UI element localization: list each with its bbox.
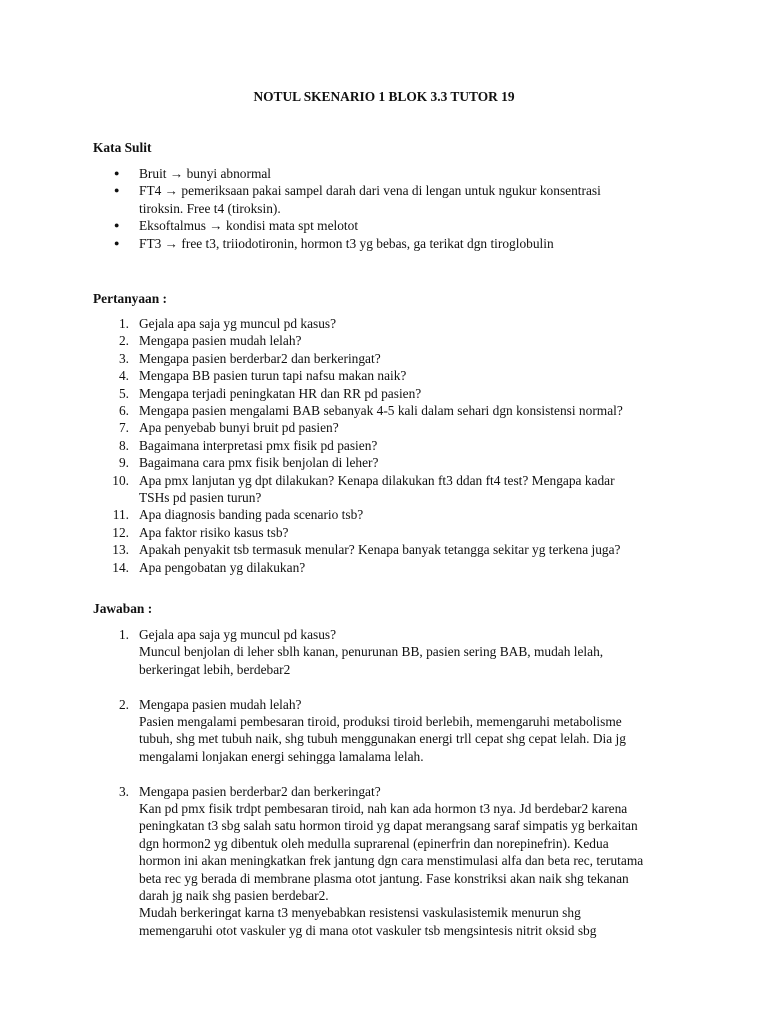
item-number: 4. [118, 368, 129, 384]
pertanyaan-item [93, 541, 693, 558]
item-number: 12. [112, 524, 129, 540]
pertanyaan-text: Apa pengobatan yg dilakukan? [139, 559, 306, 575]
kata-sulit-item [93, 182, 693, 217]
jawaban-item [93, 626, 693, 678]
item-number: 3. [118, 350, 129, 366]
item-number: 2. [118, 333, 129, 349]
kata-sulit-item [93, 235, 693, 252]
kata-sulit-list [93, 165, 693, 252]
kata-sulit-text: Eksoftalmus → kondisi mata spt melotot [139, 218, 359, 234]
jawaban-list [93, 626, 693, 957]
jawaban-answer-text: berkeringat lebih, berdebar2 [139, 661, 291, 677]
jawaban-answer-text: darah jg naik shg pasien berdebar2. [139, 888, 329, 904]
jawaban-answer-text: tubuh, shg met tubuh naik, shg tubuh menggunakan energi trll cepat shg cepat lelah. Dia jg [139, 731, 626, 747]
pertanyaan-item [93, 385, 693, 402]
jawaban-answer-text: beta rec yg berada di membrane plasma otot jantung. Fase konstriksi akan naik shg tekanan [139, 870, 629, 886]
item-number: 6. [118, 403, 129, 419]
bullet-icon: ● [114, 185, 120, 196]
pertanyaan-list [93, 315, 693, 576]
item-number: 9. [118, 455, 129, 471]
jawaban-question: Mengapa pasien berderbar2 dan berkeringat? [139, 783, 381, 799]
jawaban-answer-text: hormon ini akan meningkatkan frek jantung dgn cara menstimulasi alfa dan beta rec, terutama [139, 853, 644, 869]
pertanyaan-item [93, 419, 693, 436]
jawaban-answer-text: Muncul benjolan di leher sblh kanan, penurunan BB, pasien sering BAB, mudah lelah, [139, 644, 604, 660]
jawaban-answer-text: Pasien mengalami pembesaran tiroid, produksi tiroid berlebih, memengaruhi metabolisme [139, 714, 622, 730]
pertanyaan-item [93, 454, 693, 471]
bullet-icon: ● [114, 220, 120, 231]
item-number: 5. [118, 385, 129, 401]
jawaban-answer-text: memengaruhi otot vaskuler yg di mana otot vaskuler tsb mengsintesis nitrit oksid sbg [139, 922, 597, 938]
item-number: 8. [118, 437, 129, 453]
pertanyaan-text: Mengapa terjadi peningkatan HR dan RR pd pasien? [139, 385, 422, 401]
pertanyaan-item [93, 524, 693, 541]
kata-sulit-text: tiroksin. Free t4 (tiroksin). [139, 200, 281, 216]
item-number: 14. [112, 559, 129, 575]
jawaban-item [93, 696, 693, 766]
kata-sulit-text: FT4 → pemeriksaan pakai sampel darah dari vena di lengan untuk ngukur konsentrasi [139, 183, 601, 199]
item-number: 13. [112, 542, 129, 558]
pertanyaan-text: Apa faktor risiko kasus tsb? [139, 524, 289, 540]
kata-sulit-item [93, 217, 693, 234]
pertanyaan-item [93, 472, 693, 507]
jawaban-answer-text: Kan pd pmx fisik trdpt pembesaran tiroid, nah kan ada hormon t3 nya. Jd berdebar2 karena [139, 801, 628, 817]
pertanyaan-item [93, 437, 693, 454]
document-title: NOTUL SKENARIO 1 BLOK 3.3 TUTOR 19 [253, 89, 515, 104]
pertanyaan-heading: Pertanyaan : [93, 291, 168, 306]
pertanyaan-text: Mengapa BB pasien turun tapi nafsu makan naik? [139, 368, 407, 384]
kata-sulit-item [93, 165, 693, 182]
pertanyaan-text: Mengapa pasien mudah lelah? [139, 333, 302, 349]
jawaban-answer-text: peningkatan t3 sbg salah satu hormon tiroid yg dapat merangsang saraf simpatis yg berkaitan [139, 818, 638, 834]
pertanyaan-item [93, 332, 693, 349]
pertanyaan-text: Apa diagnosis banding pada scenario tsb? [139, 507, 364, 523]
pertanyaan-item [93, 506, 693, 523]
jawaban-question: Gejala apa saja yg muncul pd kasus? [139, 627, 337, 642]
jawaban-question: Mengapa pasien mudah lelah? [139, 696, 302, 712]
item-number: 3. [118, 783, 129, 799]
kata-sulit-heading: Kata Sulit [93, 140, 152, 155]
pertanyaan-text: Apakah penyakit tsb termasuk menular? Kenapa banyak tetangga sekitar yg terkena juga? [139, 542, 621, 558]
pertanyaan-text: TSHs pd pasien turun? [139, 490, 262, 506]
item-number: 1. [118, 627, 129, 642]
jawaban-answer-text: mengalami lonjakan energi sehingga lamalama lelah. [139, 748, 424, 764]
pertanyaan-text: Apa penyebab bunyi bruit pd pasien? [139, 420, 339, 436]
pertanyaan-text: Mengapa pasien berderbar2 dan berkeringat? [139, 350, 381, 366]
pertanyaan-item [93, 367, 693, 384]
bullet-icon: ● [114, 237, 120, 248]
bullet-icon: ● [114, 168, 120, 178]
kata-sulit-text: Bruit → bunyi abnormal [139, 166, 272, 181]
jawaban-answer-text: dgn hormon2 yg dibentuk oleh medulla suprarenal (epinerfrin dan norepinefrin). Kedua [139, 835, 609, 851]
kata-sulit-text: FT3 → free t3, triiodotironin, hormon t3 yg bebas, ga terikat dgn tiroglobulin [139, 235, 554, 251]
pertanyaan-text: Bagaimana interpretasi pmx fisik pd pasien? [139, 437, 378, 453]
item-number: 11. [112, 507, 129, 523]
item-number: 10. [112, 472, 129, 488]
jawaban-answer-text: Mudah berkeringat karna t3 menyebabkan resistensi vaskulasistemik menurun shg [139, 905, 581, 921]
pertanyaan-text: Mengapa pasien mengalami BAB sebanyak 4-5 kali dalam sehari dgn konsistensi normal? [139, 403, 623, 419]
jawaban-heading: Jawaban : [93, 601, 153, 616]
pertanyaan-item [93, 350, 693, 367]
item-number: 1. [118, 316, 129, 331]
pertanyaan-item [93, 402, 693, 419]
pertanyaan-text: Gejala apa saja yg muncul pd kasus? [139, 316, 337, 331]
pertanyaan-text: Apa pmx lanjutan yg dpt dilakukan? Kenapa dilakukan ft3 ddan ft4 test? Mengapa kadar [139, 472, 615, 488]
jawaban-item [93, 783, 693, 940]
pertanyaan-item [93, 559, 693, 576]
pertanyaan-item [93, 315, 693, 332]
item-number: 2. [118, 696, 129, 712]
item-number: 7. [118, 420, 129, 436]
pertanyaan-text: Bagaimana cara pmx fisik benjolan di leher? [139, 455, 379, 471]
